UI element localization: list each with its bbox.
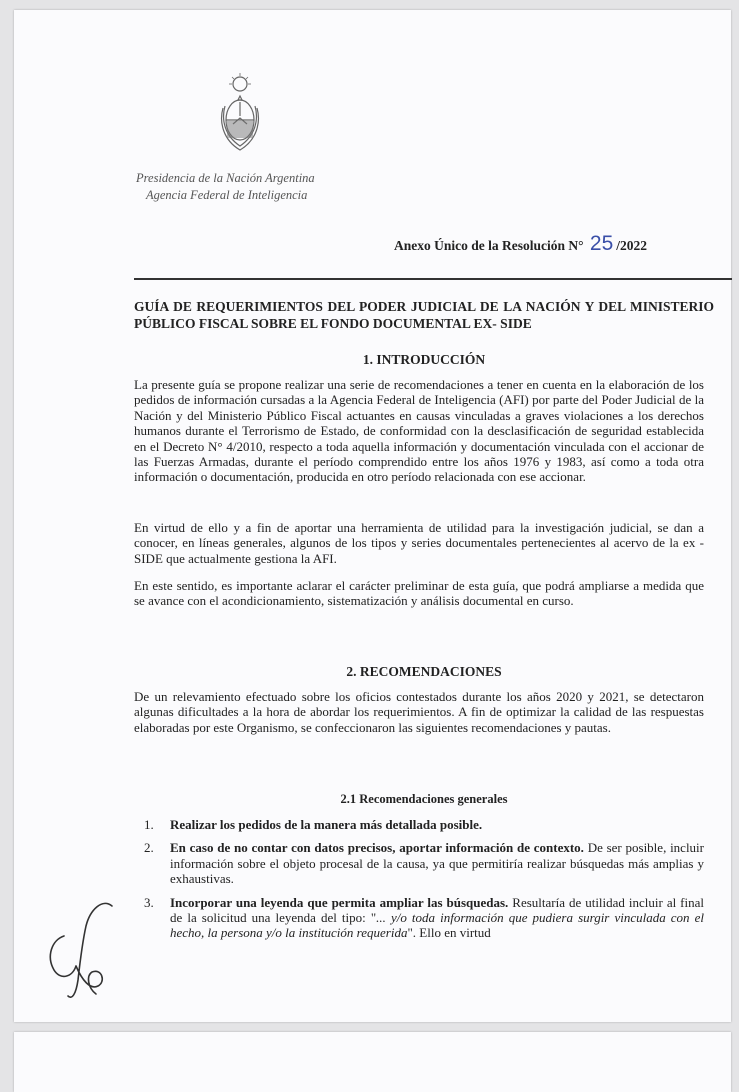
subsection-2-1-heading: 2.1 Recomendaciones generales [340, 792, 508, 806]
section-1-heading: 1. INTRODUCCIÓN [362, 352, 486, 367]
list-item-text: Resultaría de utilidad incluir al final de la solicitud una leyenda del tipo: " [170, 894, 704, 926]
intro-paragraph-3: En este sentido, es importante aclarar el carácter preliminar de esta guía, que podrá ampliarse a medida que se avance con el acondicionamiento, sistematización y análisis documental en curso. [134, 578, 704, 609]
list-item-text: De ser posible, incluir información sobre el objeto procesal de la causa, ya que permitiría realizar búsquedas más amplias y exhaustivas. [170, 840, 704, 887]
list-item [144, 817, 704, 832]
argentine-coat-of-arms-icon [211, 70, 269, 156]
institution-line-agencia: Agencia Federal de Inteligencia [146, 188, 308, 202]
intro-paragraph-2: En virtud de ello y a fin de aportar una herramienta de utilidad para la investigación judicial, se dan a conocer, en líneas generales, algunos de los tipos y series documentales pertenecientes al acervo de la ex -SIDE que actualmente gestiona la AFI. [134, 520, 704, 566]
general-recommendations-list [144, 817, 704, 949]
section-2-heading: 2. RECOMENDACIONES [346, 664, 502, 679]
list-item-bold: Incorporar una leyenda que permita ampliar las búsquedas. [170, 894, 509, 910]
list-item-bold: Realizar los pedidos de la manera más detallada posible. [170, 817, 483, 832]
institution-header [136, 170, 315, 204]
list-item-number: 2. [144, 840, 154, 856]
resolution-number: 25 [589, 232, 614, 255]
resolution-year: /2022 [616, 238, 648, 253]
document-page [14, 10, 731, 1022]
institution-line-presidencia: Presidencia de la Nación Argentina [136, 171, 315, 185]
list-item-italic: ... y/o toda información que pudiera surgir vinculada con el hecho, la persona y/o la institución requerida [170, 910, 704, 941]
list-item-bold: En caso de no contar con datos precisos, aportar información de contexto. [170, 840, 584, 856]
handwritten-signature-icon [42, 896, 122, 1006]
list-item-tail: ". Ello en virtud [407, 925, 491, 941]
list-item [144, 840, 704, 886]
recommendations-paragraph: De un relevamiento efectuado sobre los oficios contestados durante los años 2020 y 2021, se detectaron algunas dificultades a la hora de abordar los requerimientos. A fin de optimizar la calidad de las respuestas elaboradas por este Organismo, se confeccionaron las siguientes recomendaciones y pautas. [134, 689, 704, 735]
header-divider [134, 278, 732, 280]
intro-paragraph-1: La presente guía se propone realizar una serie de recomendaciones a tener en cuenta en la elaboración de los pedidos de información cursadas a la Agencia Federal de Inteligencia (AFI) por parte del Poder Judicial de la Nación y del Ministerio Público Fiscal actuantes en causas vinculadas a graves violaciones a los derechos humanos durante el Terrorismo de Estado, de conformidad con la desclasificación de seguridad establecida en el Decreto N° 4/2010, respecto a toda aquella información y documentación vinculada con el accionar de las Fuerzas Armadas, durante el período comprendido entre los años 1976 y 1983, así como a toda otra información o documentación, producida en otro período relacionada con ese accionar. [134, 377, 704, 485]
document-title: GUÍA DE REQUERIMIENTOS DEL PODER JUDICIAL DE LA NACIÓN Y DEL MINISTERIO PÚBLICO FISCAL SOBRE EL FONDO DOCUMENTAL EX- SIDE [134, 299, 714, 331]
resolution-prefix: Anexo Único de la Resolución N° [394, 238, 584, 253]
list-item [144, 895, 704, 941]
list-item-number: 3. [144, 894, 154, 910]
list-item-number: 1. [144, 817, 154, 832]
resolution-reference [394, 232, 647, 256]
next-page-edge [14, 1032, 731, 1092]
